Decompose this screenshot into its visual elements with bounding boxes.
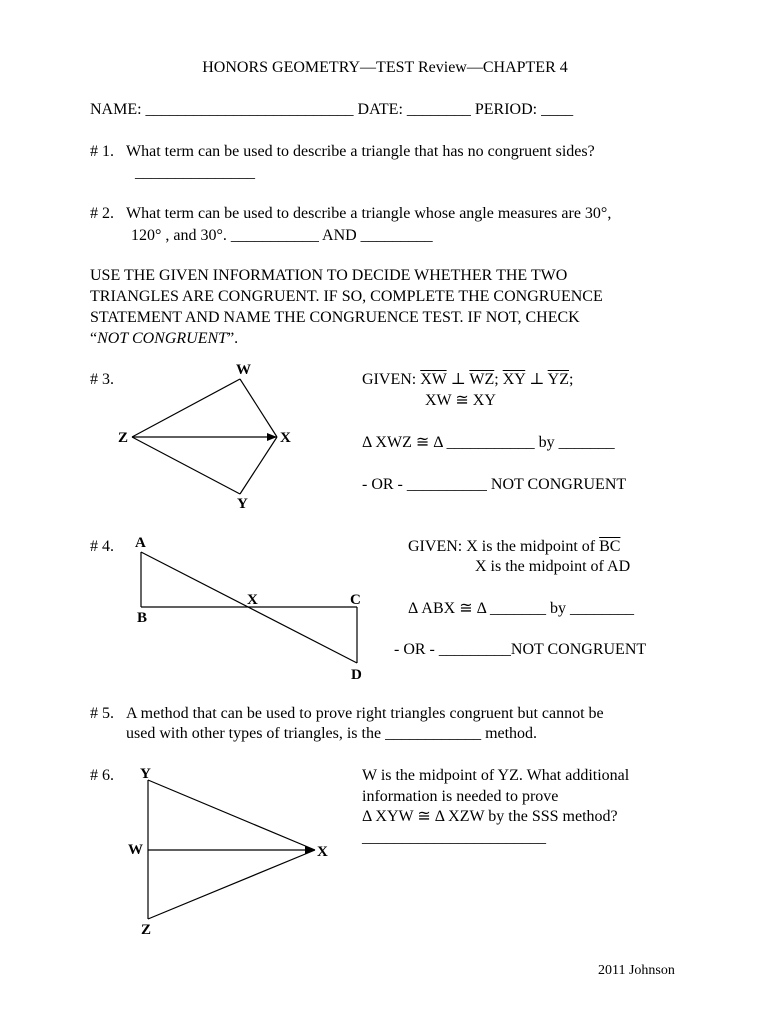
q4-label-a: A — [135, 535, 146, 551]
q6-label-y: Y — [140, 766, 151, 782]
q3-segment-wx — [240, 379, 277, 437]
q5-line2: used with other types of triangles, is the ____________ method. — [126, 725, 538, 742]
q3-segment-xw-label: $\overline{XW}$ — [420, 371, 447, 388]
q6-number: # 6. — [90, 767, 114, 784]
q3-given-label: GIVEN: — [362, 371, 417, 388]
q6-label-z: Z — [141, 922, 152, 938]
q3-segment-xy — [240, 437, 277, 494]
q3-segment-zy — [132, 437, 240, 494]
q4-number: # 4. — [90, 538, 114, 555]
q3-segment-zw — [132, 379, 240, 437]
q6-label-w: W — [128, 842, 143, 858]
q6-line3: Δ XYW ≅ Δ XZW by the SSS method? — [362, 808, 618, 825]
q3-segment-xy-label: $\overline{XY}$ — [502, 371, 526, 388]
q4-given-line1 — [408, 537, 620, 557]
q3-semicolon: ; — [494, 371, 499, 388]
q1-answer-blank: _______________ — [135, 164, 255, 181]
instructions-line3: STATEMENT AND NAME THE CONGRUENCE TEST. IF NOT, CHECK — [90, 309, 580, 326]
q6-line1: W is the midpoint of YZ. What additional — [362, 767, 630, 784]
q4-given-line2 — [475, 557, 630, 577]
name-date-period-line: NAME: __________________________ DATE: ________ PERIOD: ____ — [90, 101, 574, 118]
q6-line2: information is needed to prove — [362, 788, 559, 805]
q6-arrow-x — [305, 846, 315, 854]
q5-number: # 5. — [90, 705, 114, 722]
q4-or-not-congruent: - OR - _________NOT CONGRUENT — [394, 641, 647, 658]
q6-label-x: X — [317, 844, 328, 860]
instructions-line2: TRIANGLES ARE CONGRUENT. IF SO, COMPLETE THE CONGRUENCE — [90, 288, 603, 305]
q6-segment-zx — [148, 850, 315, 919]
q3-number: # 3. — [90, 371, 114, 388]
footer-credit: 2011 Johnson — [598, 963, 675, 978]
q4-segment-bc-label: $\overline{BC}$ — [599, 538, 621, 555]
not-congruent-phrase: NOT CONGRUENT — [97, 330, 228, 347]
q4-segment-ad-label: AD — [607, 558, 631, 575]
q3-label-y: Y — [237, 496, 248, 512]
q6-diagram — [148, 780, 315, 919]
q3-given-line2 — [425, 391, 496, 411]
q4-given-text2: X is the midpoint of — [475, 558, 604, 575]
q5-line1: A method that can be used to prove right triangles congruent but cannot be — [126, 705, 604, 722]
q3-label-w: W — [236, 362, 251, 378]
quote-open: “ — [90, 330, 98, 347]
q2-line2: 120° , and 30°. ___________ AND _________ — [131, 227, 433, 244]
quote-close: ”. — [227, 330, 239, 347]
q4-label-b: B — [137, 610, 148, 626]
q4-given-text1: GIVEN: X is the midpoint of — [408, 538, 596, 555]
q3-congruence-statement: Δ XWZ ≅ Δ ___________ by _______ — [362, 434, 615, 451]
q3-segment-xw-label-2: XW — [425, 392, 452, 409]
q3-segment-yz-label: $\overline{YZ}$ — [547, 371, 569, 388]
q2-number: # 2. — [90, 205, 114, 222]
q6-answer-blank: _______________________ — [362, 829, 546, 846]
perpendicular-symbol: ⊥ — [450, 371, 466, 388]
q3-label-x: X — [280, 430, 291, 446]
q6-segment-yx — [148, 780, 315, 850]
instructions-line1: USE THE GIVEN INFORMATION TO DECIDE WHETHER THE TWO — [90, 267, 568, 284]
q3-segment-wz-label: $\overline{WZ}$ — [469, 371, 495, 388]
q3-semicolon-end: ; — [568, 371, 574, 388]
q3-or-not-congruent: - OR - __________ NOT CONGRUENT — [362, 476, 627, 493]
q4-label-d: D — [351, 667, 362, 683]
q1-number: # 1. — [90, 143, 114, 160]
q3-given-line1 — [362, 370, 573, 390]
q3-segment-xy-label-2: XY — [472, 392, 496, 409]
q3-diagram — [132, 379, 277, 494]
congruent-symbol: ≅ — [455, 392, 469, 409]
q3-label-z: Z — [118, 430, 129, 446]
q4-congruence-statement: Δ ABX ≅ Δ _______ by ________ — [408, 600, 634, 617]
perpendicular-symbol-2: ⊥ — [529, 371, 545, 388]
q4-label-x: X — [247, 592, 258, 608]
q1-text: What term can be used to describe a triangle that has no congruent sides? — [126, 143, 595, 160]
page-title: HONORS GEOMETRY—TEST Review—CHAPTER 4 — [202, 59, 568, 76]
q2-line1: What term can be used to describe a triangle whose angle measures are 30°, — [126, 205, 612, 222]
q4-label-c: C — [350, 592, 361, 608]
